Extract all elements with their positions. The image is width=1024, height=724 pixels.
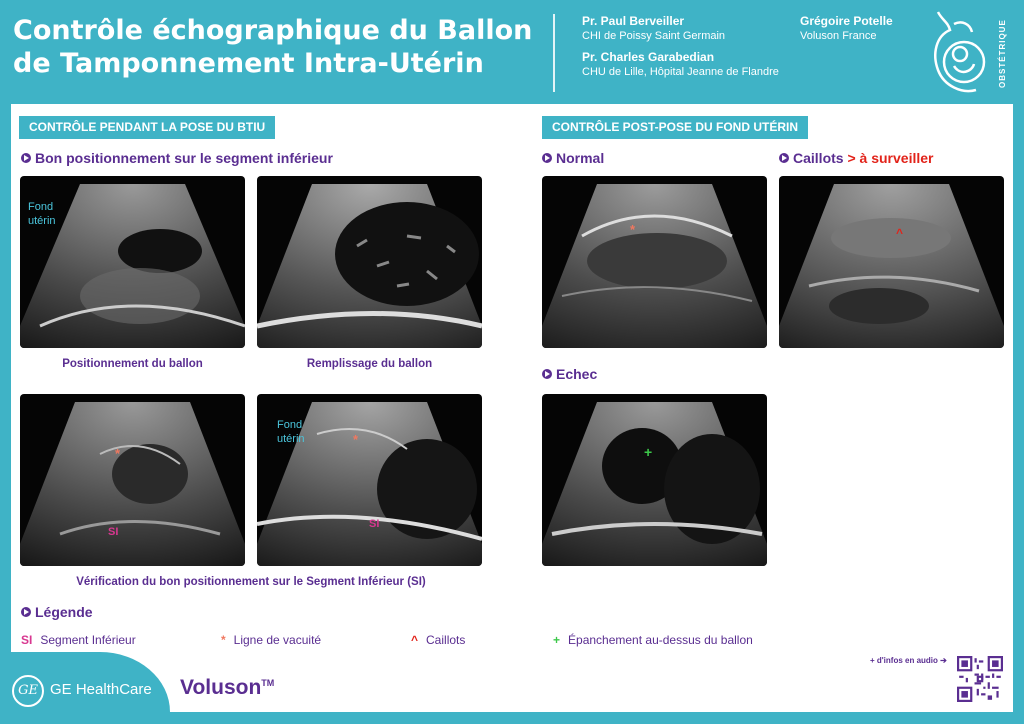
bullet-arrow-icon xyxy=(21,607,31,617)
bullet-arrow-icon xyxy=(542,153,552,163)
category-tag: OBSTÉTRIQUE xyxy=(998,19,1007,88)
header-divider xyxy=(553,14,555,92)
subheading-echec: Echec xyxy=(542,366,597,382)
author-affiliation: CHU de Lille, Hôpital Jeanne de Flandre xyxy=(582,66,779,78)
legend-item-si: SI Segment Inférieur xyxy=(21,633,136,647)
ultrasound-positionnement xyxy=(20,176,245,348)
legend-item-vacuite: * Ligne de vacuité xyxy=(221,633,322,647)
ultrasound-echec xyxy=(542,394,767,566)
title-line-2: de Tamponnement Intra-Utérin xyxy=(13,48,484,79)
legend-heading: Légende xyxy=(21,604,93,620)
author-berveiller xyxy=(582,14,725,44)
bullet-arrow-icon xyxy=(542,369,552,379)
epanchement-marker: + xyxy=(644,444,653,460)
si-marker: SI xyxy=(108,526,119,538)
caption-positionnement: Positionnement du ballon xyxy=(62,358,203,370)
legend-item-epanchement: + Épanchement au-dessus du ballon xyxy=(553,633,753,647)
author-affiliation: CHI de Poissy Saint Germain xyxy=(582,30,726,42)
caillots-marker: ^ xyxy=(896,226,904,240)
qr-code-icon[interactable] xyxy=(957,656,1003,702)
ultrasound-verification-1 xyxy=(20,394,245,566)
author-name: Grégoire Potelle xyxy=(800,14,893,28)
vacuity-line-marker: * xyxy=(115,446,121,461)
author-potelle xyxy=(800,14,893,44)
ultrasound-normal xyxy=(542,176,767,348)
subheading-positionnement: Bon positionnement sur le segment inférieur xyxy=(21,150,333,166)
fond-uterin-label: Fond utérin xyxy=(277,419,305,445)
voluson-brand: Voluson™ xyxy=(180,676,275,699)
ge-healthcare-brand: GE HealthCare xyxy=(50,681,152,698)
section-label-pose: CONTRÔLE PENDANT LA POSE DU BTIU xyxy=(19,116,275,139)
audio-info-link[interactable]: + d'infos en audio ➔ xyxy=(870,656,947,665)
author-name: Pr. Paul Berveiller xyxy=(582,14,685,28)
poster-title xyxy=(13,14,533,80)
fond-uterin-label: Fond utérin xyxy=(28,201,56,227)
author-garabedian xyxy=(582,50,779,80)
ultrasound-remplissage xyxy=(257,176,482,348)
caption-remplissage: Remplissage du ballon xyxy=(306,358,433,370)
vacuity-line-marker: * xyxy=(353,432,359,447)
ge-logo-icon: GE xyxy=(12,675,44,707)
bullet-arrow-icon xyxy=(779,153,789,163)
bullet-arrow-icon xyxy=(21,153,31,163)
main-panel xyxy=(11,104,1013,652)
poster-header xyxy=(0,0,1024,104)
subheading-normal: Normal xyxy=(542,150,604,166)
caption-verification: Vérification du bon positionnement sur le Segment Inférieur (SI) xyxy=(76,576,426,588)
subheading-caillots: Caillots > à surveiller xyxy=(779,150,933,166)
si-marker: SI xyxy=(369,518,380,530)
legend-item-caillots: ^ Caillots xyxy=(411,633,466,647)
ultrasound-caillots xyxy=(779,176,1004,348)
vacuity-line-marker: * xyxy=(630,222,636,237)
section-label-post-pose: CONTRÔLE POST-POSE DU FOND UTÉRIN xyxy=(542,116,808,139)
author-name: Pr. Charles Garabedian xyxy=(582,50,715,64)
author-affiliation: Voluson France xyxy=(800,30,877,42)
title-line-1: Contrôle échographique du Ballon xyxy=(13,15,533,46)
ultrasound-verification-2 xyxy=(257,394,482,566)
pregnancy-icon xyxy=(928,10,986,96)
